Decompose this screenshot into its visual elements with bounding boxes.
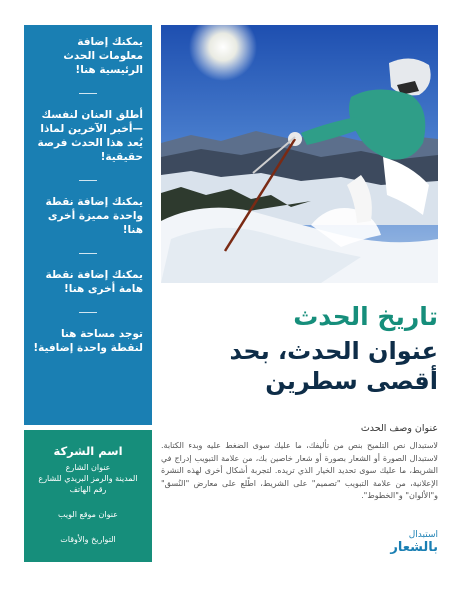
logo-line-1: استبدال	[408, 530, 438, 540]
company-name: اسم الشركة	[53, 444, 123, 458]
sidebar-divider	[79, 180, 97, 181]
sidebar-point-3: يمكنك إضافة نقطة واحدة مميزة أخرى هنا!	[45, 196, 143, 236]
sidebar-point-2: أطلق العنان لنفسك—أخبر الآخرين لماذا يُعد هذا الحدث فرصة حقيقية!	[37, 109, 143, 163]
phone-number: رقم الهاتف	[69, 485, 107, 494]
event-subtitle: عنوان وصف الحدث	[360, 423, 438, 434]
city-postal: المدينة والرمز البريدي للشارع	[38, 474, 138, 483]
logo-placeholder	[348, 530, 438, 555]
website-address: عنوان موقع الويب	[58, 510, 118, 519]
sidebar-point-4: يمكنك إضافة نقطة هامة أخرى هنا!	[45, 269, 143, 295]
dates-times: التواريخ والأوقات	[60, 535, 116, 544]
highlights-sidebar	[24, 25, 152, 425]
event-description: لاستبدال نص التلميح بنص من تأليفك، ما عليك سوى الضغط عليه وبدء الكتابة. لاستبدال الصورة أو الشعار بصورة أو شعار خاصين بك، من علامة التبويب إدراج في الشريط، ما عليك سوى تحديد الخيار الذي تريده. لتجربة أشكال أخرى لهذه النشرة الإعلانية، من علامة التبويب "تصميم" على الشريط، اطّلع على معارض "النُسق" و"الألوان" و"الخطوط".	[161, 441, 438, 500]
skier-photo	[161, 25, 438, 283]
sidebar-point-1: يمكنك إضافة معلومات الحدث الرئيسية هنا!	[63, 36, 143, 76]
street-address: عنوان الشارع	[65, 463, 111, 472]
event-title: عنوان الحدث، بحد أقصى سطرين	[229, 337, 438, 395]
sidebar-point-5: توجد مساحة هنا لنقطة واحدة إضافية!	[33, 328, 143, 354]
sidebar-divider	[79, 312, 97, 313]
sidebar-divider	[79, 253, 97, 254]
logo-line-2: بالشعار	[390, 540, 438, 555]
contact-block	[24, 430, 152, 562]
event-date: تاريخ الحدث	[293, 302, 438, 331]
sidebar-divider	[79, 93, 97, 94]
